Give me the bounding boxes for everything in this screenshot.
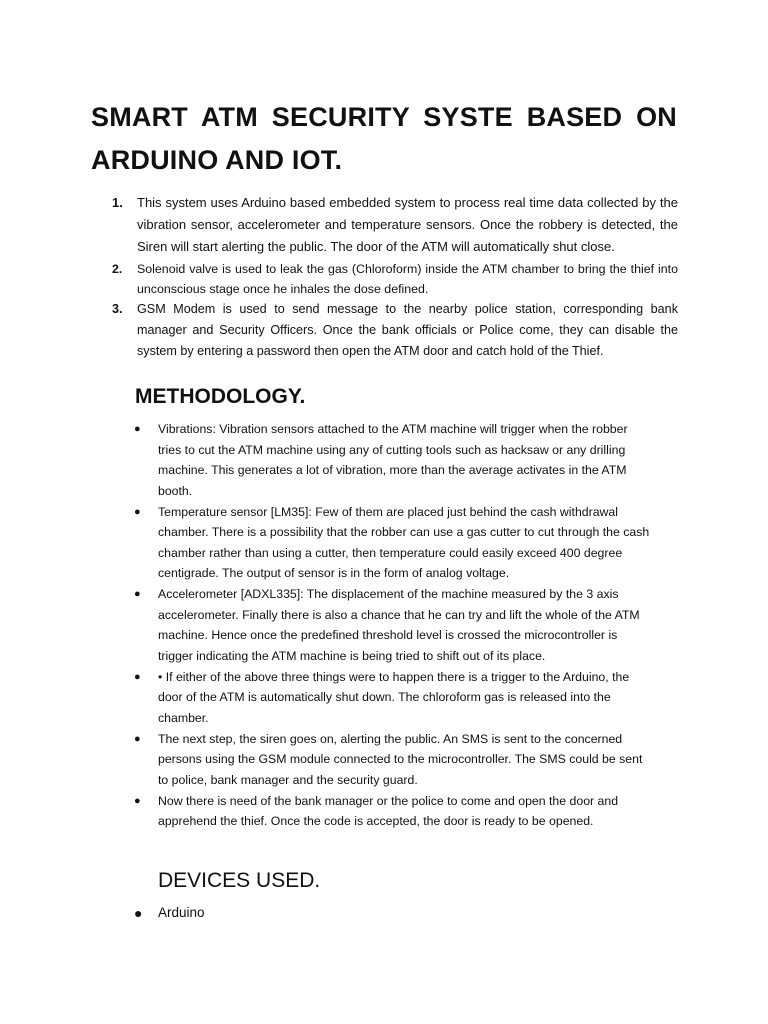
list-item: [134, 419, 654, 501]
list-item-text: Arduino: [158, 905, 205, 920]
list-item: [134, 584, 654, 666]
list-item: [134, 729, 654, 791]
bullet-icon: ●: [134, 905, 143, 921]
list-item-text: Now there is need of the bank manager or the police to come and open the door and apprehend the thief. Once the code is accepted, the door is ready to be opened.: [158, 793, 619, 828]
list-item-text: • If either of the above three things were to happen there is a trigger to the Arduino, the door of the ATM is automatically shut down. The chloroform gas is released into the chamber.: [158, 669, 630, 725]
list-item-text: The next step, the siren goes on, alerting the public. An SMS is sent to the concerned persons using the GSM module connected to the microcontroller. The SMS could be sent to police, bank manager and the security guard.: [158, 731, 643, 787]
list-item-text: Accelerometer [ADXL335]: The displacement of the machine measured by the 3 axis accelerometer. Finally there is also a chance that he can try and lift the whole of the ATM machine. Hence once the predefined threshold level is crossed the microcontroller is trigger indicating the ATM machine is being tried to shift out of its place.: [158, 587, 640, 663]
list-item-text: GSM Modem is used to send message to the nearby police station, corresponding bank manager and Security Officers. Once the bank officials or Police come, they can disable the system by entering a password then open the ATM door and catch hold of the Thief.: [137, 302, 678, 358]
bullet-icon: ●: [134, 732, 141, 745]
list-number: 2.: [112, 262, 123, 276]
list-item: [112, 192, 678, 258]
list-item: [112, 299, 678, 362]
list-number: 1.: [112, 195, 123, 210]
list-item: [134, 902, 205, 924]
list-item-text: Vibrations: Vibration sensors attached to the ATM machine will trigger when the robber tries to cut the ATM machine using any of cutting tools such as hacksaw or any drilling machine. This generates a lot of vibration, more than the average activates in the ATM booth.: [158, 422, 628, 498]
list-item-text: Solenoid valve is used to leak the gas (Chloroform) inside the ATM chamber to bring the thief into unconscious stage once he inhales the dose defined.: [137, 262, 678, 296]
bullet-icon: ●: [134, 588, 141, 600]
list-item: [134, 502, 654, 584]
list-number: 3.: [112, 302, 123, 316]
bullet-icon: ●: [134, 794, 141, 807]
bullet-icon: ●: [134, 423, 141, 435]
devices-list: [134, 902, 205, 924]
bullet-icon: ●: [134, 670, 141, 683]
list-item-text: This system uses Arduino based embedded system to process real time data collected by the vibration sensor, accelerometer and temperature sensors. Once the robbery is detected, the Siren will start alerting the public. The door of the ATM will automatically shut close.: [137, 195, 678, 254]
list-item-text: Temperature sensor [LM35]: Few of them are placed just behind the cash withdrawal chamber. There is a possibility that the robber can use a gas cutter to cut through the cash chamber rather than using a cutter, then temperature could easily exceed 400 degree centigrade. The output of sensor is in the form of analog voltage.: [158, 504, 650, 580]
list-item: [134, 667, 654, 729]
devices-heading: DEVICES USED.: [158, 869, 321, 892]
document-title: SMART ATM SECURITY SYSTE BASED ON ARDUINO AND IOT.: [91, 102, 677, 175]
methodology-heading: METHODOLOGY.: [135, 385, 306, 408]
list-item: [112, 259, 678, 299]
methodology-list: [134, 419, 654, 832]
list-item: [134, 791, 654, 832]
bullet-icon: ●: [134, 505, 141, 518]
numbered-list: [112, 192, 678, 362]
